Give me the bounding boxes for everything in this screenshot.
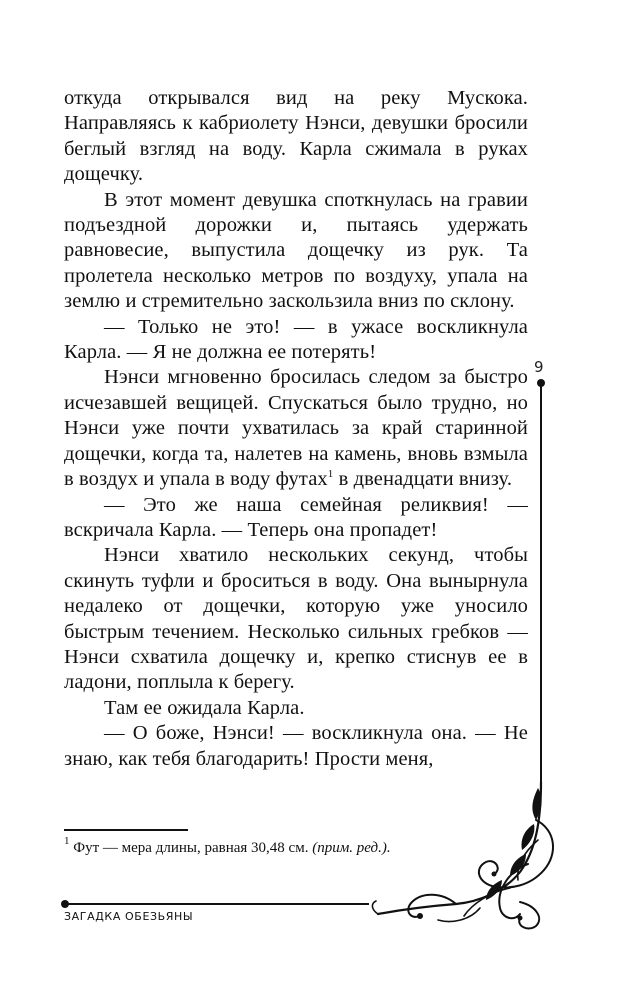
- paragraph-tail: в двенадцати внизу.: [333, 468, 513, 491]
- footnote: [64, 835, 391, 858]
- footnote-text: Фут — мера длины, равная 30,48 см.: [69, 840, 313, 856]
- paragraph: — Только не это! — в ужасе воскликнула Карла. — Я не должна ее потерять!: [64, 315, 528, 364]
- page-number: 9: [534, 358, 544, 376]
- footnote-word: футах: [275, 468, 328, 491]
- flourish-ornament-icon: [360, 780, 560, 930]
- paragraph: — О боже, Нэнси! — воскликнула она. — Не знаю, как тебя благодарить! Прости меня,: [64, 722, 528, 770]
- paragraph: Нэнси хватило нескольких секунд, чтобы скинуть туфли и броситься в воду. Она вынырнула недалеко от дощечки, которую уже уносило быстрым течением. Несколько сильных гребков — Нэнси схватила дощечку и, крепко стиснув ее в ладони, поплыла к берегу.: [64, 544, 528, 694]
- paragraph: Там ее ожидала Карла.: [104, 696, 305, 719]
- footnote-note: (прим. ред.).: [312, 840, 391, 856]
- body-text: [64, 86, 528, 772]
- footnote-ref[interactable]: 1: [327, 468, 334, 481]
- footnote-rule: [64, 829, 188, 831]
- footnote-mark: 1: [64, 835, 70, 847]
- paragraph: — Это же наша семейная реликвия! — вскричала Карла. — Теперь она пропадет!: [64, 493, 528, 541]
- running-title: ЗАГАДКА ОБЕЗЬЯНЫ: [64, 910, 194, 923]
- paragraph: откуда открывался вид на реку Мускока. Направляясь к кабриолету Нэнси, девушки бросили беглый взгляд на воду. Карла сжимала в руках дощечку.: [64, 87, 528, 186]
- bottom-rule: [64, 903, 369, 905]
- paragraph-text: Нэнси мгновенно бросилась следом за быстро исчезавшей вещицей. Спускаться было трудно, но Нэнси уже почти ухватилась за край старинной дощечки, когда та, налетев на камень, вновь взмыла в воздух и упала в воду: [64, 366, 528, 491]
- margin-rule: [540, 382, 542, 782]
- paragraph: В этот момент девушка споткнулась на гравии подъездной дорожки и, пытаясь удержать равновесие, выпустила дощечку из рук. Та пролетела несколько метров по воздуху, упала на землю и стремительно заскользила вниз по склону.: [64, 188, 528, 313]
- paragraph-with-footnote: [64, 365, 528, 492]
